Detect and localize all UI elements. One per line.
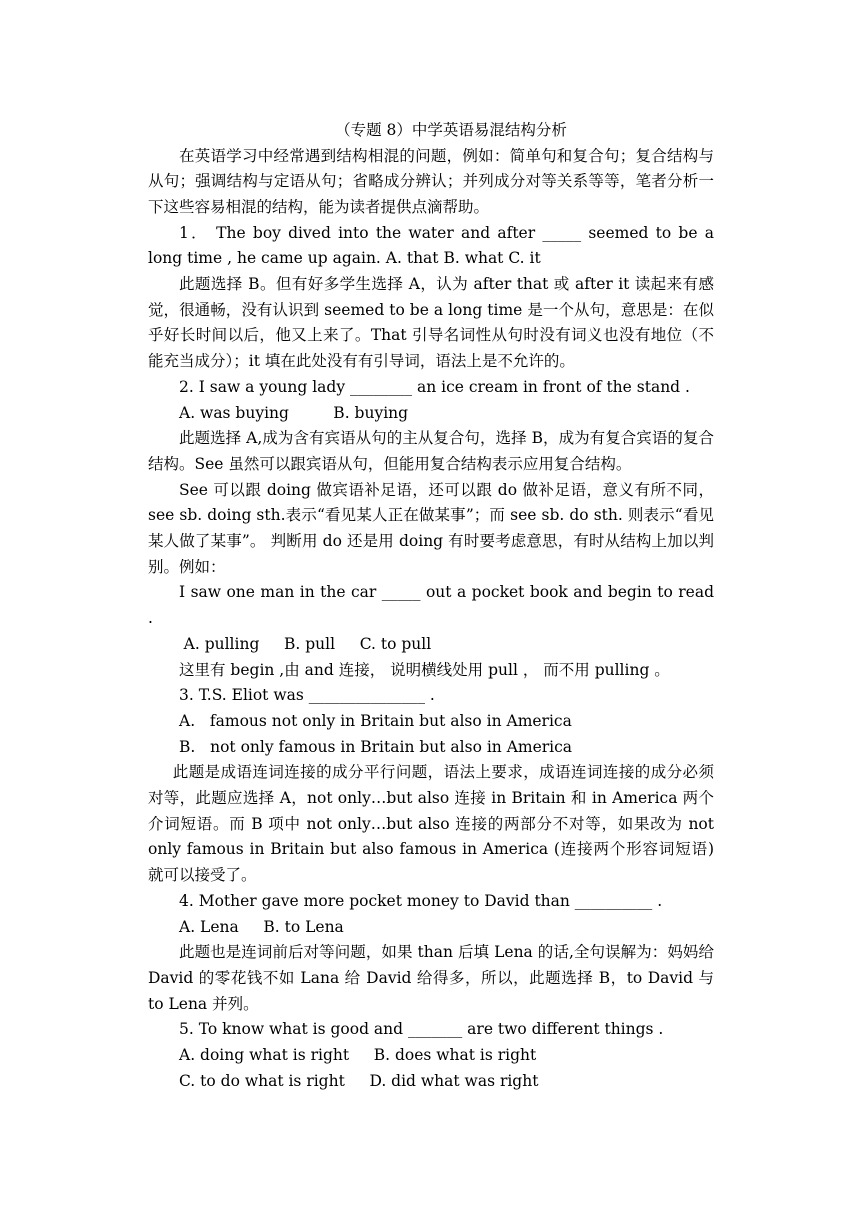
paragraph: 4. Mother gave more pocket money to David than __________ .: [179, 891, 663, 910]
paragraph: 在英语学习中经常遇到结构相混的问题，例如：简单句和复合句；复合结构与从句；强调结构与定语从句；省略成分辨认；并列成分对等关系等等，笔者分析一下这些容易相混的结构，能为读者提供点滴帮助。: [148, 146, 714, 216]
paragraph: See 可以跟 doing 做宾语补足语，还可以跟 do 做补足语，意义有所不同，see sb. doing sth.表示“看见某人正在做某事”；而 see sb. do sth. 则表示“看见某人做了某事”。 判断用 do 还是用 doing 有时要考虑意思，有时从结构上加以判别。例如：: [148, 480, 714, 576]
paragraph: 此题也是连词前后对等问题，如果 than 后填 Lena 的话,全句误解为：妈妈给 David 的零花钱不如 Lana 给 David 给得多，所以，此题选择 B，to David 与 to Lena 并列。: [148, 943, 714, 1013]
paragraph: 这里有 begin ,由 and 连接， 说明横线处用 pull ， 而不用 pulling 。: [179, 660, 670, 679]
paragraph: 此题选择 A,成为含有宾语从句的主从复合句，选择 B，成为有复合宾语的复合结构。See 虽然可以跟宾语从句，但能用复合结构表示应用复合结构。: [148, 429, 714, 473]
paragraph-list: [148, 144, 714, 1095]
document-title: （专题 8）中学英语易混结构分析: [335, 121, 567, 139]
answer-options: A. doing what is right B. does what is right: [179, 1046, 537, 1065]
paragraph: 2. I saw a young lady ________ an ice cream in front of the stand .: [179, 377, 690, 396]
answer-options: A. Lena B. to Lena: [179, 917, 344, 936]
paragraph: 此题选择 B。但有好多学生选择 A，认为 after that 或 after it 读起来有感觉，很通畅，没有认识到 seemed to be a long time 是一个从句，意思是：在似乎好长时间以后，他又上来了。That 引导名词性从句时没有词义也没有地位（不能充当成分）；it 填在此处没有有引导词，语法上是不允许的。: [148, 275, 714, 371]
paragraph: 1． The boy dived into the water and after _____ seemed to be a long time , he came up again. A. that B. what C. it: [148, 223, 714, 268]
paragraph: 此题是成语连词连接的成分平行问题，语法上要求，成语连词连接的成分必须对等，此题应选择 A，not only…but also 连接 in Britain 和 in America 两个介词短语。而 B 项中 not only…but also 连接的两部分不对等，如果改为 not only famous in Britain but also famous in America (连接两个形容词短语) 就可以接受了。: [148, 763, 714, 885]
paragraph: 5. To know what is good and _______ are two different things .: [179, 1020, 664, 1039]
paragraph: 3. T.S. Eliot was _______________ .: [179, 686, 435, 705]
paragraph: I saw one man in the car _____ out a pocket book and begin to read .: [148, 583, 714, 628]
answer-options: A. pulling B. pull C. to pull: [183, 634, 432, 653]
answer-options: A. was buying B. buying: [179, 403, 409, 422]
document-body: [148, 118, 714, 1095]
answer-options: A. famous not only in Britain but also in America: [179, 711, 572, 730]
answer-options: B. not only famous in Britain but also in America: [179, 737, 573, 756]
answer-options: C. to do what is right D. did what was right: [179, 1071, 539, 1090]
